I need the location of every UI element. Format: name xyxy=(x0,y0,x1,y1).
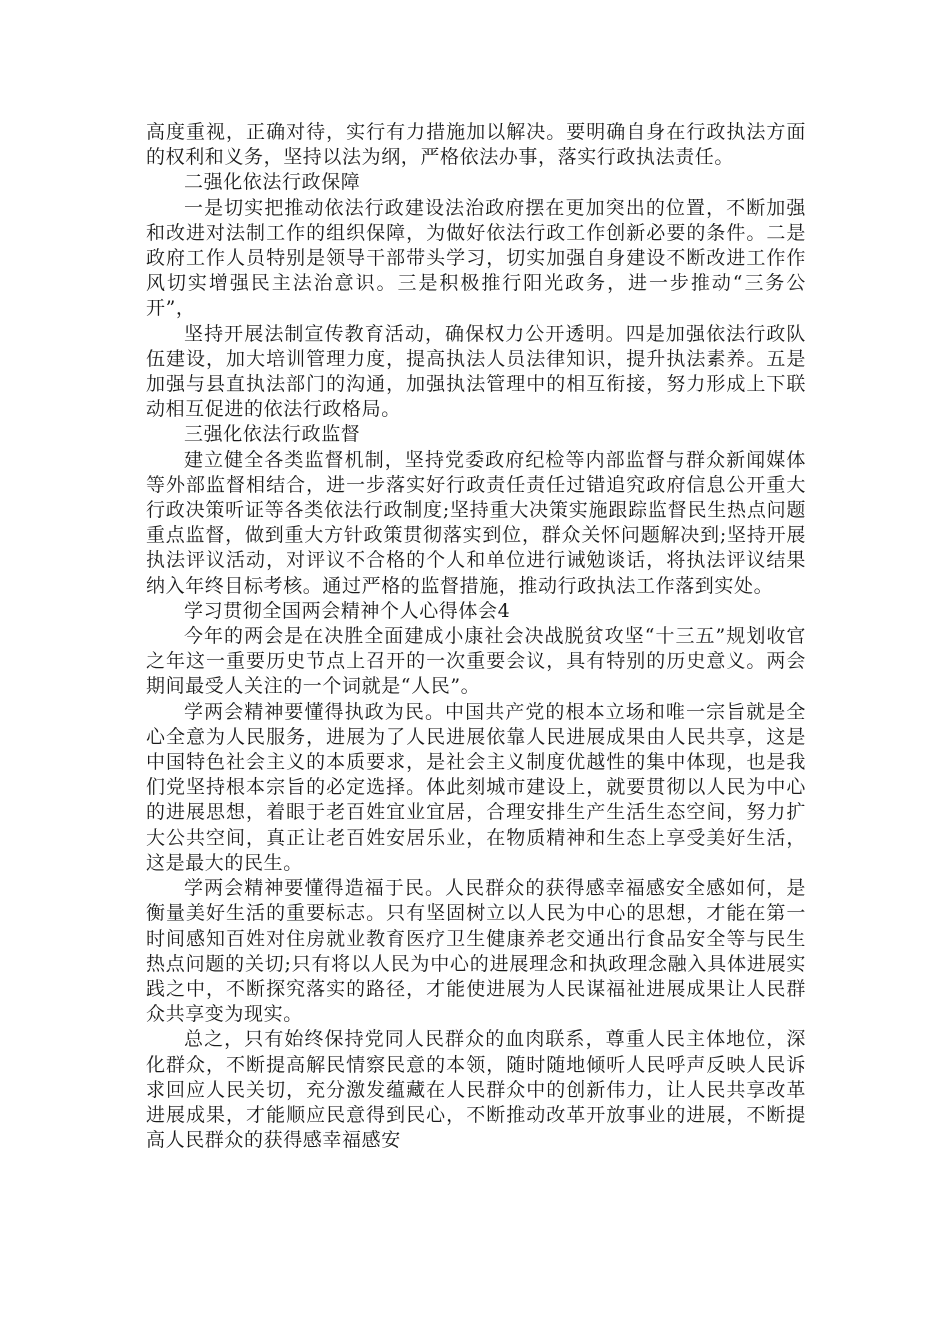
paragraph-continuation: 高度重视，正确对待，实行有力措施加以解决。要明确自身在行政执法方面的权利和义务，坚持以法为纲，严格依法办事，落实行政执法责任。 xyxy=(146,121,806,169)
paragraph-supervision: 建立健全各类监督机制，坚持党委政府纪检等内部监督与群众新闻媒体等外部监督相结合，进一步落实好行政责任责任过错追究政府信息公开重大行政决策听证等各类依法行政制度;坚持重大决策实施跟踪监督民生热点问题重点监督，做到重大方针政策贯彻落实到位，群众关怀问题解决到;坚持开展执法评议活动，对评议不合格的个人和单位进行诫勉谈话，将执法评议结果纳入年终目标考核。通过严格的监督措施，推动行政执法工作落到实处。 xyxy=(146,448,806,597)
section-heading-safeguard: 二强化依法行政保障 xyxy=(184,171,361,194)
paragraph-governing-for-people: 学两会精神要懂得执政为民。中国共产党的根本立场和唯一宗旨就是全心全意为人民服务，进展为了人民进展依靠人民进展成果由人民共享，这是中国特色社会主义的本质要求，是社会主义制度优越性的集中体现，也是我们党坚持根本宗旨的必定选择。体此刻城市建设上，就要贯彻以人民为中心的进展思想，着眼于老百姓宜业宜居，合理安排生产生活生态空间，努力扩大公共空间，真正让老百姓安居乐业，在物质精神和生态上享受美好生活，这是最大的民生。 xyxy=(146,700,806,874)
article-title: 学习贯彻全国两会精神个人心得体会4 xyxy=(184,599,511,622)
paragraph-benefiting-people: 学两会精神要懂得造福于民。人民群众的获得感幸福感安全感如何，是衡量美好生活的重要标志。只有坚固树立以人民为中心的思想，才能在第一时间感知百姓对住房就业教育医疗卫生健康养老交通出行食品安全等与民生热点问题的关切;只有将以人民为中心的进展理念和执政理念融入具体进展实践之中，不断探究落实的路径，才能使进展为人民谋福祉进展成果让人民群众共享变为现实。 xyxy=(146,877,806,1026)
document-body xyxy=(146,120,806,1153)
section-heading-supervision: 三强化依法行政监督 xyxy=(184,423,361,446)
paragraph-safeguard-measures: 一是切实把推动依法行政建设法治政府摆在更加突出的位置，不断加强和改进对法制工作的组织保障，为做好依法行政工作创新必要的条件。二是政府工作人员特别是领导干部带头学习，切实加强自身建设不断改进工作作风切实增强民主法治意识。三是积极推行阳光政务，进一步推动“三务公开”， xyxy=(146,196,806,320)
paragraph-conclusion: 总之，只有始终保持党同人民群众的血肉联系，尊重人民主体地位，深化群众，不断提高解民情察民意的本领，随时随地倾听人民呼声反映人民诉求回应人民关切，充分激发蕴藏在人民群众中的创新伟力，让人民共享改革进展成果，才能顺应民意得到民心，不断推动改革开放事业的进展，不断提高人民群众的获得感幸福感安 xyxy=(146,1028,806,1152)
paragraph-intro: 今年的两会是在决胜全面建成小康社会决战脱贫攻坚“十三五”规划收官之年这一重要历史节点上召开的一次重要会议，具有特别的历史意义。两会期间最受人关注的一个词就是“人民”。 xyxy=(146,625,806,698)
paragraph-publicity-training: 坚持开展法制宣传教育活动，确保权力公开透明。四是加强依法行政队伍建设，加大培训管理力度，提高执法人员法律知识，提升执法素养。五是加强与县直执法部门的沟通，加强执法管理中的相互衔接，努力形成上下联动相互促进的依法行政格局。 xyxy=(146,322,806,421)
